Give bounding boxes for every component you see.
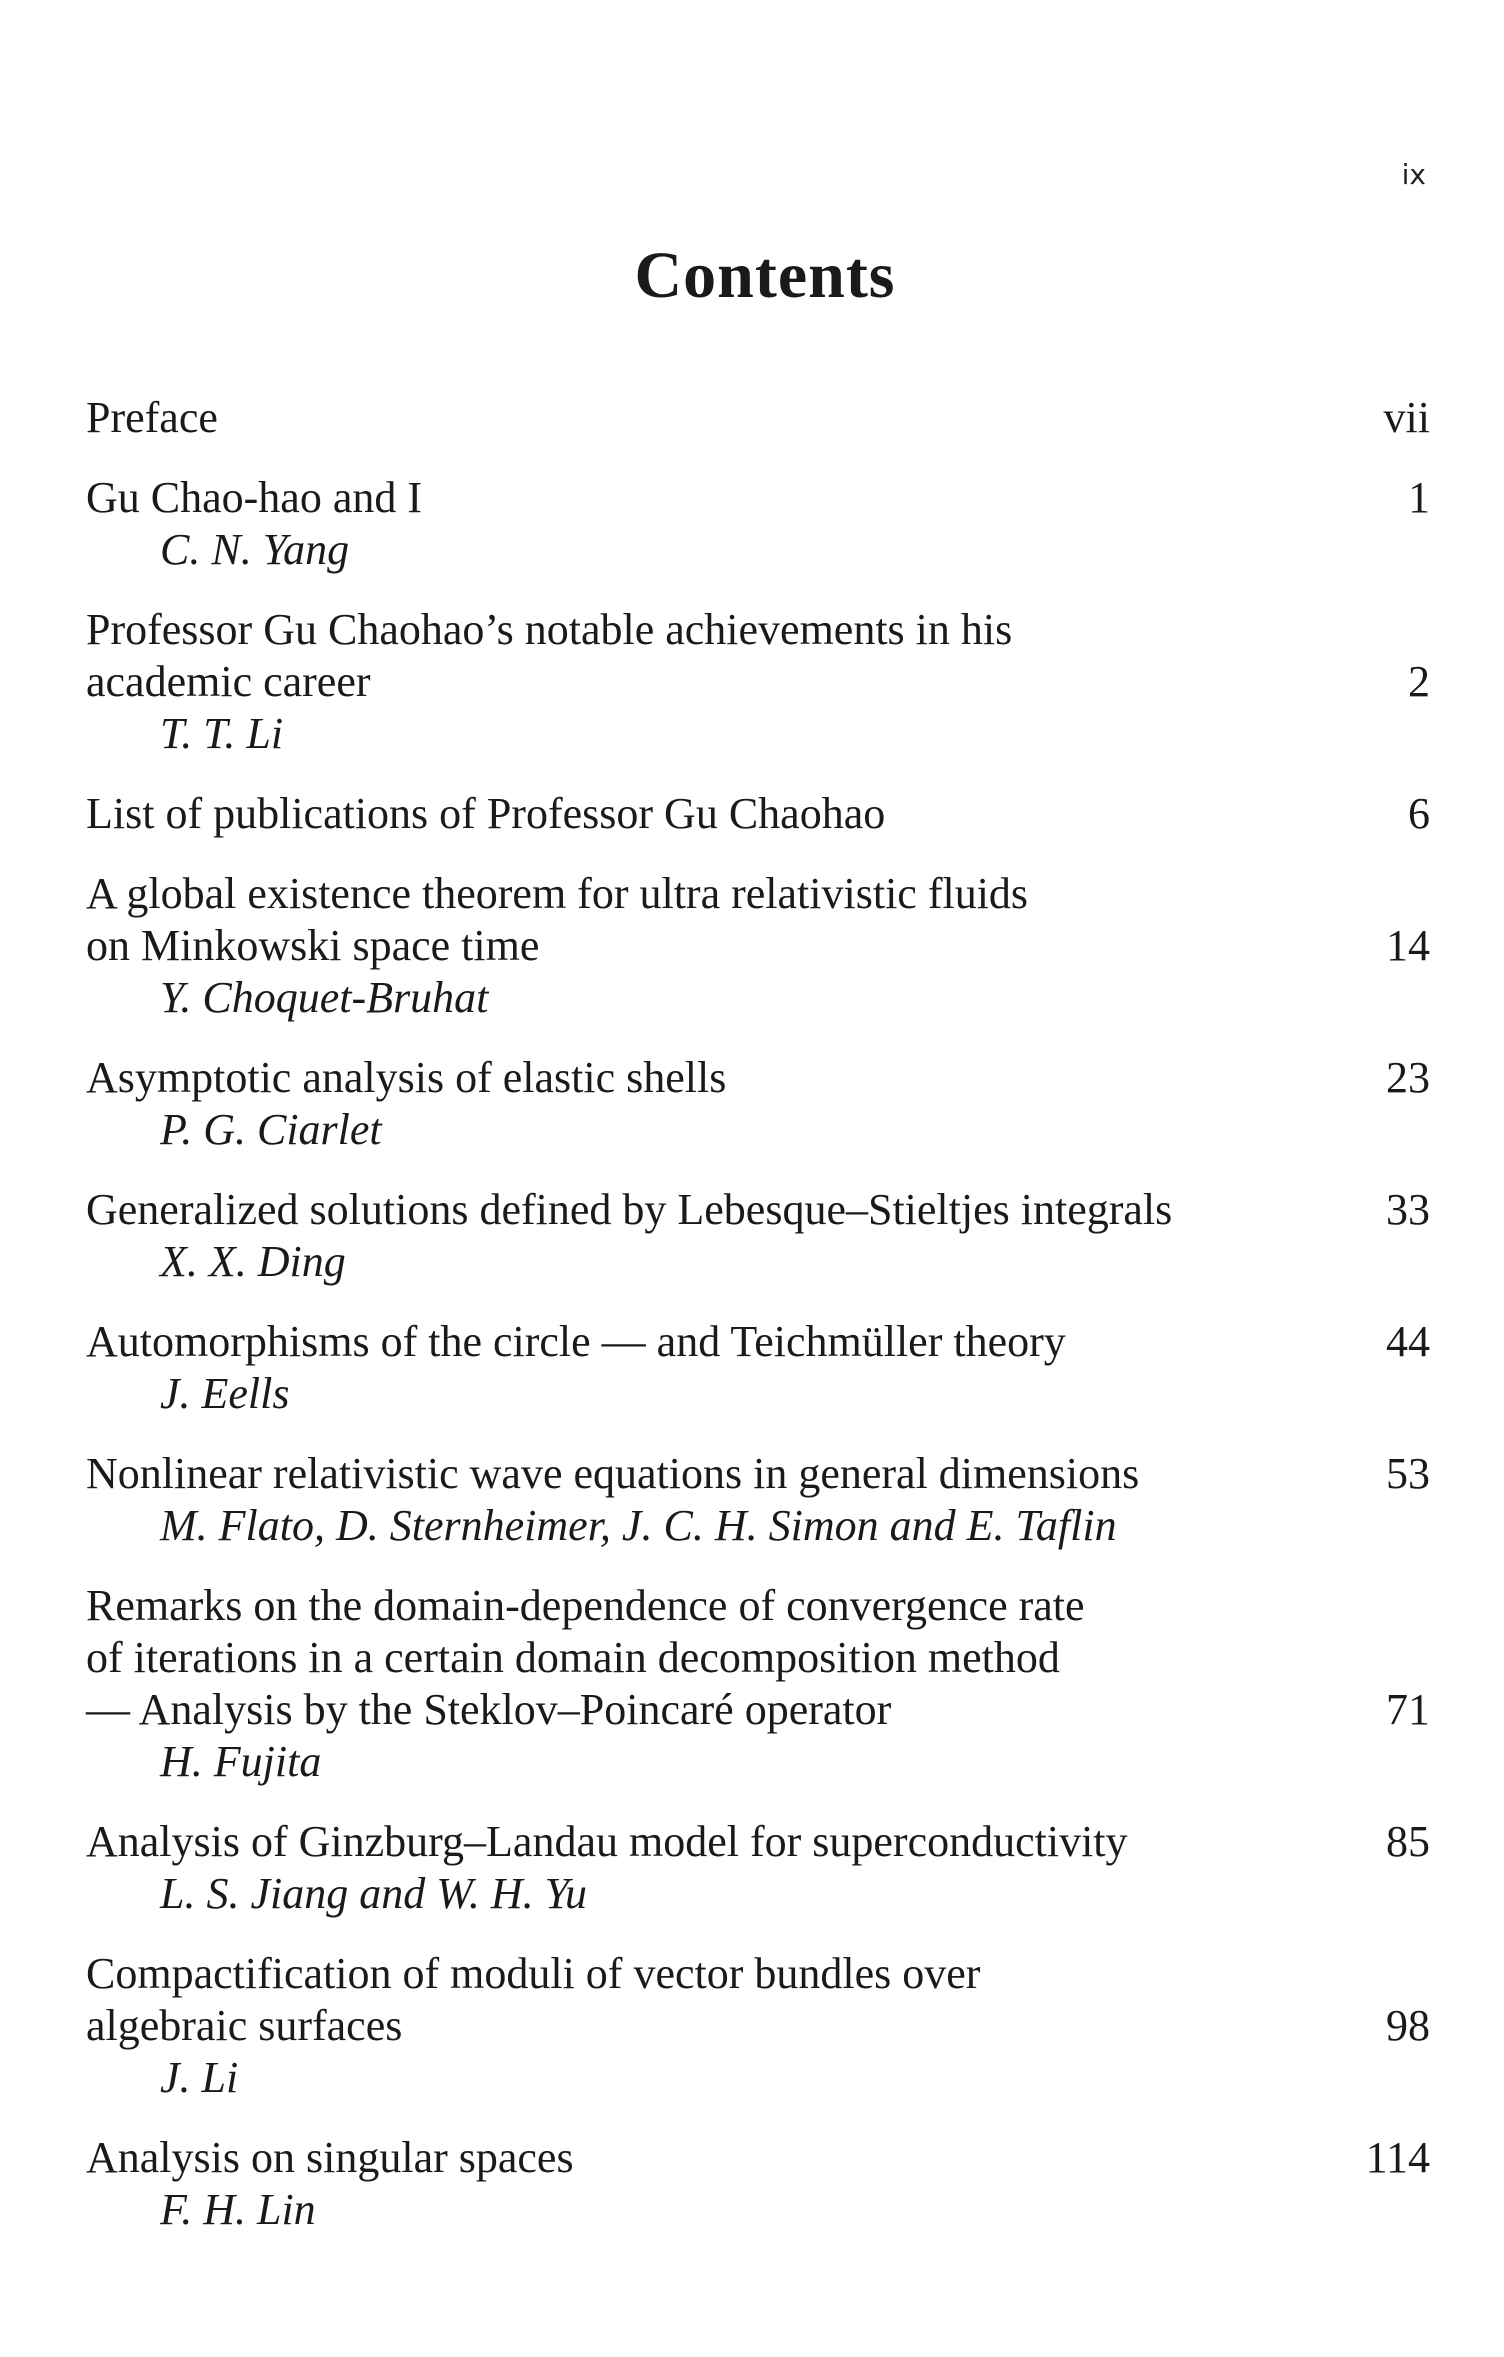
toc-entry-page-number: 53 — [1386, 1449, 1430, 1498]
toc-entry — [86, 2132, 1430, 2236]
toc-entry — [86, 1948, 1430, 2104]
toc-entry — [86, 1316, 1430, 1420]
toc-entry — [86, 1052, 1430, 1156]
toc-entry-page-number: 6 — [1408, 789, 1430, 838]
toc-entry-title — [86, 1316, 1360, 1368]
toc-entry-author: X. X. Ding — [160, 1237, 346, 1286]
toc-entry-author: T. T. Li — [160, 709, 284, 758]
toc-entry-title — [86, 788, 1360, 840]
toc-entry-title-line: Nonlinear relativistic wave equations in general dimensions — [86, 1449, 1140, 1498]
toc-entry-title-line: List of publications of Professor Gu Chaohao — [86, 789, 886, 838]
toc-entry-page-number: 14 — [1386, 921, 1430, 970]
toc-entry-page-number: 71 — [1386, 1685, 1430, 1734]
toc-entry-title-line: on Minkowski space time — [86, 921, 540, 970]
toc-entry-title-line: Remarks on the domain-dependence of convergence rate — [86, 1581, 1085, 1630]
toc-entry — [86, 1448, 1430, 1552]
toc-entry — [86, 788, 1430, 840]
toc-entry-title — [86, 392, 1360, 444]
toc-entry-title — [86, 1816, 1360, 1868]
toc-entry — [86, 868, 1430, 1024]
toc-entry-page-number: 44 — [1386, 1317, 1430, 1366]
toc-entry-title — [86, 1052, 1360, 1104]
toc-entry-title-line: — Analysis by the Steklov–Poincaré operator — [86, 1685, 892, 1734]
toc-entry-title-line: Automorphisms of the circle — and Teichmüller theory — [86, 1317, 1066, 1366]
toc-entry-author: J. Li — [160, 2053, 239, 2102]
toc-entry-author: C. N. Yang — [160, 525, 350, 574]
toc-entry-page-number: 98 — [1386, 2001, 1430, 2050]
toc-entry-title-line: Preface — [86, 393, 218, 442]
toc-entry-title — [86, 1448, 1360, 1500]
toc-entry-page-number: vii — [1383, 393, 1430, 442]
toc-entry-title-line: of iterations in a certain domain decomposition method — [86, 1633, 1060, 1682]
toc-entry-author: M. Flato, D. Sternheimer, J. C. H. Simon and E. Taflin — [160, 1501, 1117, 1550]
toc-entry-page-number: 33 — [1386, 1185, 1430, 1234]
toc-entry — [86, 604, 1430, 760]
toc-entry-author: L. S. Jiang and W. H. Yu — [160, 1869, 588, 1918]
toc-entry-title-line: Generalized solutions defined by Lebesque–Stieltjes integrals — [86, 1185, 1173, 1234]
toc-entry-title-line: Compactification of moduli of vector bundles over — [86, 1949, 981, 1998]
toc-entry-title — [86, 1580, 1360, 1736]
toc-entry-title-line: Analysis on singular spaces — [86, 2133, 574, 2182]
toc-entry-page-number: 85 — [1386, 1817, 1430, 1866]
toc-entry-title — [86, 868, 1360, 972]
toc-entry — [86, 392, 1430, 444]
toc-entry-title-line: algebraic surfaces — [86, 2001, 403, 2050]
toc-entry-page-number: 2 — [1408, 657, 1430, 706]
page-title: Contents — [634, 239, 896, 312]
toc-entry-title-line: Analysis of Ginzburg–Landau model for superconductivity — [86, 1817, 1128, 1866]
toc-entry-title — [86, 2132, 1360, 2184]
table-of-contents — [86, 392, 1430, 2264]
toc-entry-title-line: Gu Chao-hao and I — [86, 473, 423, 522]
toc-entry-page-number: 1 — [1408, 473, 1430, 522]
toc-entry-page-number: 114 — [1365, 2133, 1430, 2182]
toc-entry — [86, 472, 1430, 576]
page-number: ix — [1401, 158, 1426, 191]
toc-entry-author: P. G. Ciarlet — [160, 1105, 382, 1154]
toc-entry-page-number: 23 — [1386, 1053, 1430, 1102]
toc-entry-author: Y. Choquet-Bruhat — [160, 973, 489, 1022]
toc-entry-title-line: A global existence theorem for ultra relativistic fluids — [86, 869, 1029, 918]
toc-entry-title-line: Asymptotic analysis of elastic shells — [86, 1053, 727, 1102]
toc-entry-title — [86, 472, 1360, 524]
toc-entry-author: J. Eells — [160, 1369, 290, 1418]
toc-entry-title — [86, 1948, 1360, 2052]
toc-entry — [86, 1184, 1430, 1288]
toc-entry-author: F. H. Lin — [160, 2185, 316, 2234]
toc-entry-title-line: Professor Gu Chaohao’s notable achievements in his — [86, 605, 1013, 654]
toc-entry-title-line: academic career — [86, 657, 371, 706]
toc-entry-title — [86, 1184, 1360, 1236]
toc-entry-author: H. Fujita — [160, 1737, 322, 1786]
toc-entry — [86, 1580, 1430, 1788]
toc-entry — [86, 1816, 1430, 1920]
toc-entry-title — [86, 604, 1360, 708]
